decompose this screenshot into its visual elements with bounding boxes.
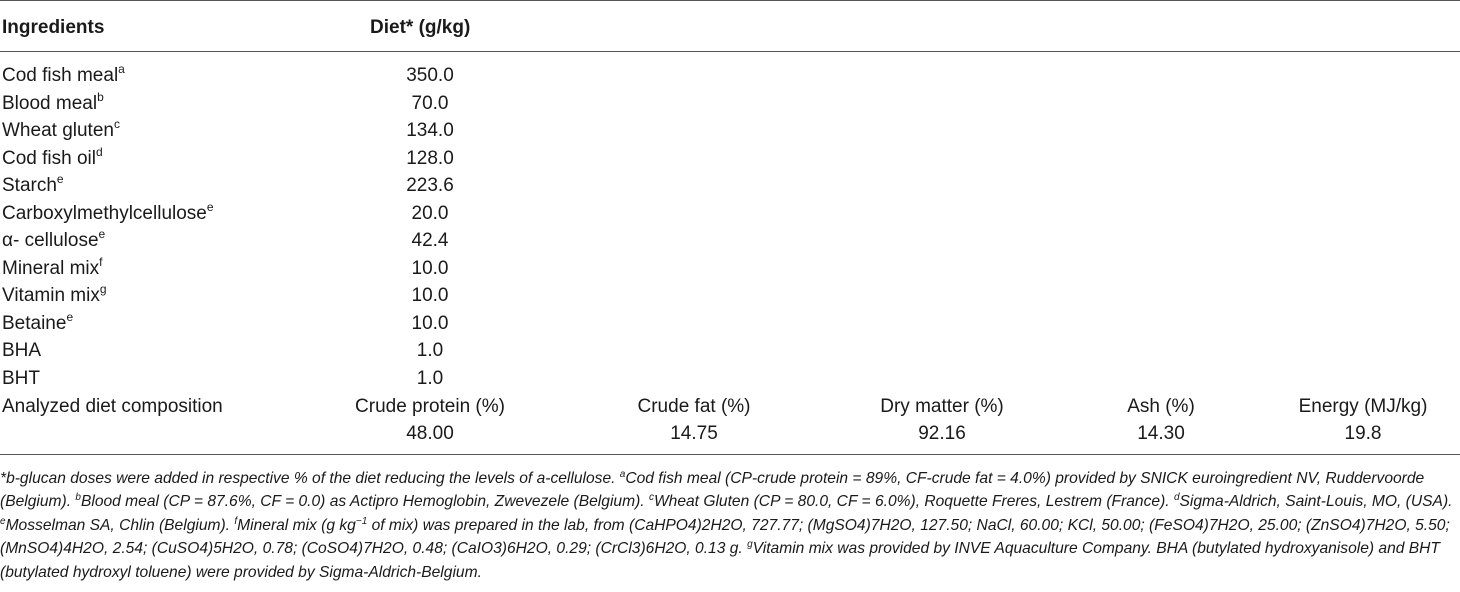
ingredient-footnote-mark: a <box>118 62 125 76</box>
composition-column-value: 14.30 <box>1137 423 1185 444</box>
footnote-b-mark: b <box>75 492 81 504</box>
ingredient-value: 128.0 <box>406 147 454 169</box>
footnote-star: *b-glucan doses were added in respective % of the diet reducing the levels of a-cellulose. <box>0 470 620 487</box>
ingredient-name <box>2 199 214 225</box>
ingredient-value: 350.0 <box>406 65 454 86</box>
ingredient-footnote-mark: c <box>113 117 120 131</box>
footnote-g: Vitamin mix was provided by INVE Aquaculture Company. BHA (butylated hydroxyanisole) and BHT (butylated hydroxyl toluene) were provided by Sigma-Aldrich-Belgium. <box>0 540 1440 581</box>
ingredient-footnote-mark: e <box>56 172 64 186</box>
footnote-c: Wheat Gluten (CP = 80.0, CF = 6.0%), Roquette Freres, Lestrem (France). <box>653 493 1174 511</box>
footnote-e-mark: e <box>0 515 6 527</box>
ingredient-value: 10.0 <box>411 312 449 334</box>
table-top-rule <box>0 0 1460 1</box>
ingredient-name <box>2 340 41 362</box>
ingredient-value: 134.0 <box>406 120 454 141</box>
footnote-b: Blood meal (CP = 87.6%, CF = 0.0) as Actipro Hemoglobin, Zwevezele (Belgium). <box>80 493 649 511</box>
ingredient-label: Blood meal <box>2 92 98 114</box>
composition-label: Analyzed diet composition <box>2 396 223 417</box>
ingredient-label: Carboxylmethylcellulose <box>2 202 207 224</box>
ingredient-name <box>2 282 107 307</box>
footnote-f-pre: Mineral mix (g kg <box>237 516 356 534</box>
ingredient-value: 10.0 <box>411 285 449 306</box>
ingredient-label: Wheat gluten <box>2 120 114 141</box>
ingredient-value: 10.0 <box>411 257 449 279</box>
ingredient-name <box>2 89 104 115</box>
header-rule <box>0 51 1460 52</box>
ingredient-label: Cod fish meal <box>2 65 119 86</box>
table-footnote <box>0 467 1458 584</box>
ingredient-label: Betaine <box>2 312 67 334</box>
ingredient-footnote-mark: g <box>99 282 107 296</box>
ingredient-name <box>2 62 125 87</box>
composition-column-value: 19.8 <box>1344 423 1382 444</box>
table-bottom-rule <box>0 454 1460 455</box>
header-diet: Diet* (g/kg) <box>370 17 471 38</box>
ingredient-label: Starch <box>2 175 57 196</box>
footnote-d: Sigma-Aldrich, Saint-Louis, MO, (USA). <box>1179 493 1453 511</box>
ingredient-name <box>2 227 106 252</box>
footnote-f-mark: f <box>234 515 238 527</box>
footnote-g-mark: g <box>747 539 753 551</box>
ingredient-value: 223.6 <box>406 175 454 196</box>
ingredient-value: 42.4 <box>411 230 449 251</box>
composition-column-value: 48.00 <box>406 423 454 444</box>
footnote-a: Cod fish meal (CP-crude protein = 89%, CF-crude fat = 4.0%) provided by SNICK euroingredient NV, Ruddervoorde (Belgium). <box>0 470 1425 511</box>
ingredient-value: 1.0 <box>416 367 444 389</box>
composition-column-label: Crude fat (%) <box>637 396 751 417</box>
ingredient-label: Mineral mix <box>2 257 100 279</box>
composition-column-label: Dry matter (%) <box>880 396 1004 417</box>
composition-column-label: Crude protein (%) <box>355 396 505 417</box>
ingredient-label: Cod fish oil <box>2 147 96 169</box>
footnote-d-mark: d <box>1173 492 1180 504</box>
footnote-c-mark: c <box>648 492 654 504</box>
ingredient-value: 1.0 <box>416 340 444 361</box>
ingredient-footnote-mark: e <box>98 227 106 241</box>
composition-column-value: 14.75 <box>670 423 718 444</box>
ingredient-label: Vitamin mix <box>2 285 100 306</box>
header-ingredients: Ingredients <box>2 17 105 38</box>
ingredient-value: 70.0 <box>411 92 449 114</box>
ingredient-label: α- cellulose <box>2 230 99 251</box>
ingredient-footnote-mark: e <box>206 199 214 214</box>
ingredient-footnote-mark: e <box>66 309 74 324</box>
ingredient-footnote-mark: b <box>97 89 104 104</box>
ingredient-name <box>2 172 64 197</box>
footnote-e: Mosselman SA, Chlin (Belgium). <box>5 516 235 534</box>
composition-column-label: Energy (MJ/kg) <box>1298 396 1428 417</box>
ingredient-value: 20.0 <box>411 202 449 224</box>
ingredient-name <box>2 368 40 390</box>
ingredient-label: BHT <box>2 367 40 389</box>
footnote-f-post: of mix) was prepared in the lab, from (CaHPO4)2H2O, 727.77; (MgSO4)7H2O, 127.50; NaCl, 60.00; KCl, 50.00; (FeSO4)7H2O, 25.00; (ZnSO4)7H2O, 5.50; (MnSO4)4H2O, 2.54; (CuSO4)5H2O, 0.78; (CoSO4)7H2O, 0.48; (CaIO3)6H2O, 0.29; (CrCl3)6H2O, 0.13 g. <box>0 516 1450 558</box>
composition-column-value: 92.16 <box>918 423 966 444</box>
footnote-a-mark: a <box>619 469 626 480</box>
ingredient-name <box>2 254 103 280</box>
ingredient-footnote-mark: f <box>99 254 103 269</box>
ingredient-name <box>2 309 74 335</box>
ingredient-footnote-mark: d <box>96 144 103 159</box>
composition-column-label: Ash (%) <box>1127 396 1195 417</box>
ingredient-label: BHA <box>2 340 42 361</box>
footnote-f-exponent: −1 <box>355 515 368 527</box>
ingredient-name <box>2 117 120 142</box>
ingredient-name <box>2 144 103 170</box>
